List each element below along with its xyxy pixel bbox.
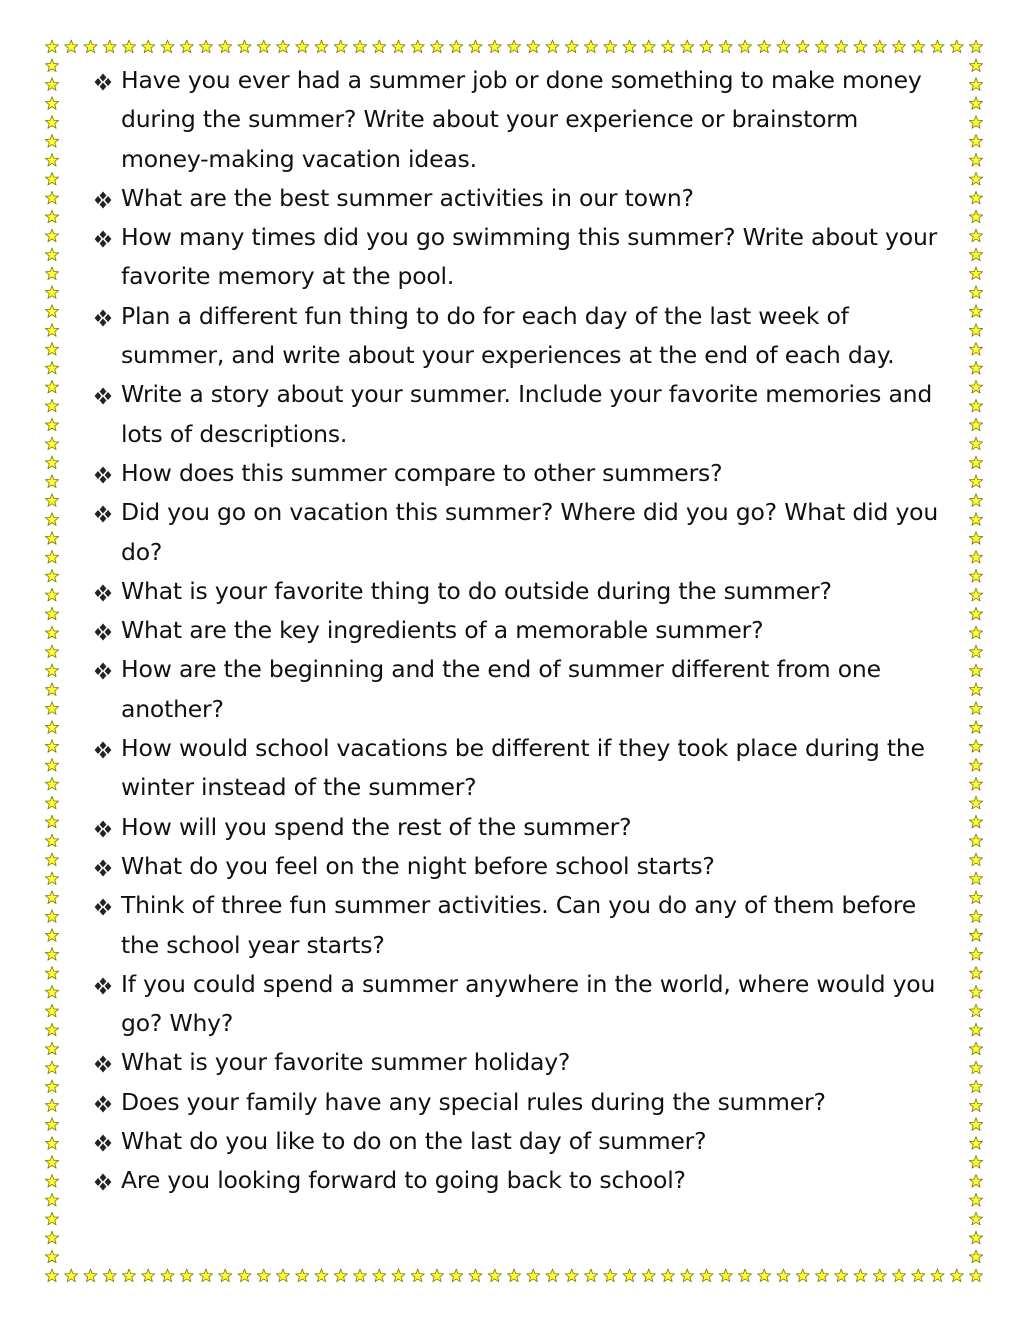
star-icon — [161, 1269, 174, 1282]
prompt-text: Have you ever had a summer job or done something to make money during the summer? Write about your experience or brainstorm money-making vacation ideas. — [121, 66, 922, 173]
star-icon — [815, 40, 828, 53]
prompt-text: What is your favorite thing to do outside during the summer? — [121, 576, 832, 605]
star-icon — [969, 1118, 982, 1131]
star-icon — [969, 513, 982, 526]
star-icon — [45, 872, 58, 885]
star-icon — [969, 1004, 982, 1017]
star-icon — [969, 267, 982, 280]
star-icon — [45, 267, 58, 280]
list-item — [92, 965, 952, 1044]
star-icon — [45, 399, 58, 412]
star-icon — [719, 1269, 732, 1282]
star-icon — [969, 721, 982, 734]
star-icon — [969, 437, 982, 450]
star-icon — [969, 229, 982, 242]
star-icon — [45, 891, 58, 904]
prompt-text: Think of three fun summer activities. Can you do any of them before the school year starts? — [121, 891, 916, 959]
list-item — [92, 1161, 952, 1200]
prompt-text: Are you looking forward to going back to school? — [121, 1166, 686, 1195]
prompt-text: How many times did you go swimming this summer? Write about your favorite memory at the pool. — [121, 223, 938, 291]
star-icon — [931, 1269, 944, 1282]
prompt-text: What are the best summer activities in our town? — [121, 183, 694, 212]
star-icon — [45, 740, 58, 753]
star-icon — [45, 1250, 58, 1263]
star-icon — [623, 1269, 636, 1282]
prompt-text: What do you feel on the night before school starts? — [121, 851, 715, 880]
star-icon — [45, 1137, 58, 1150]
star-icon — [969, 97, 982, 110]
prompt-text: If you could spend a summer anywhere in the world, where would you go? Why? — [121, 969, 936, 1038]
star-icon — [103, 1269, 116, 1282]
star-icon — [546, 40, 559, 53]
star-icon — [969, 1269, 982, 1282]
star-icon — [315, 1269, 328, 1282]
star-icon — [45, 645, 58, 658]
diamond-bullet-icon — [92, 977, 114, 995]
star-icon — [238, 1269, 251, 1282]
star-icon — [45, 853, 58, 866]
star-icon — [969, 777, 982, 790]
diamond-bullet-icon — [92, 191, 114, 209]
star-icon — [45, 1023, 58, 1036]
star-icon — [969, 891, 982, 904]
star-icon — [84, 40, 97, 53]
star-icon — [527, 40, 540, 53]
star-icon — [815, 1269, 828, 1282]
star-icon — [180, 1269, 193, 1282]
star-icon — [122, 1269, 135, 1282]
star-icon — [969, 929, 982, 942]
star-icon — [969, 626, 982, 639]
star-icon — [488, 1269, 501, 1282]
star-icon — [65, 40, 78, 53]
star-icon — [777, 40, 790, 53]
star-icon — [45, 418, 58, 431]
star-icon — [969, 456, 982, 469]
star-icon — [969, 1042, 982, 1055]
star-icon — [45, 343, 58, 356]
star-icon — [969, 1099, 982, 1112]
star-icon — [700, 40, 713, 53]
prompt-text: How will you spend the rest of the summer? — [121, 812, 632, 841]
star-icon — [45, 948, 58, 961]
diamond-bullet-icon — [92, 898, 114, 916]
star-icon — [969, 1250, 982, 1263]
star-icon — [969, 1193, 982, 1206]
star-icon — [969, 153, 982, 166]
star-icon — [45, 1193, 58, 1206]
diamond-bullet-icon — [92, 1055, 114, 1073]
star-icon — [758, 1269, 771, 1282]
star-icon — [142, 40, 155, 53]
star-icon — [969, 645, 982, 658]
star-icon — [161, 40, 174, 53]
star-icon — [969, 853, 982, 866]
star-icon — [45, 1099, 58, 1112]
star-icon — [969, 1174, 982, 1187]
star-icon — [969, 361, 982, 374]
star-icon — [969, 343, 982, 356]
star-icon — [45, 513, 58, 526]
star-icon — [45, 777, 58, 790]
star-icon — [45, 532, 58, 545]
star-icon — [334, 40, 347, 53]
star-icon — [469, 1269, 482, 1282]
star-icon — [969, 1156, 982, 1169]
star-icon — [45, 758, 58, 771]
star-icon — [45, 286, 58, 299]
star-icon — [565, 1269, 578, 1282]
star-icon — [45, 1061, 58, 1074]
star-icon — [45, 569, 58, 582]
star-icon — [180, 40, 193, 53]
list-item — [92, 493, 952, 572]
star-icon — [892, 1269, 905, 1282]
diamond-bullet-icon — [92, 1173, 114, 1191]
star-icon — [777, 1269, 790, 1282]
star-icon — [103, 40, 116, 53]
star-icon — [45, 494, 58, 507]
star-icon — [912, 40, 925, 53]
star-icon — [469, 40, 482, 53]
diamond-bullet-icon — [92, 623, 114, 641]
star-icon — [45, 380, 58, 393]
star-icon — [45, 796, 58, 809]
star-icon — [969, 532, 982, 545]
list-item — [92, 1122, 952, 1161]
star-icon — [45, 153, 58, 166]
star-icon — [719, 40, 732, 53]
star-icon — [969, 588, 982, 601]
list-item — [92, 729, 952, 808]
star-icon — [45, 1156, 58, 1169]
writing-prompt-list — [92, 61, 952, 1201]
star-icon — [276, 1269, 289, 1282]
star-icon — [969, 1023, 982, 1036]
star-icon — [45, 1269, 58, 1282]
star-icon — [199, 40, 212, 53]
star-icon — [430, 1269, 443, 1282]
star-icon — [969, 702, 982, 715]
star-icon — [238, 40, 251, 53]
star-icon — [969, 475, 982, 488]
star-icon — [661, 40, 674, 53]
diamond-bullet-icon — [92, 1134, 114, 1152]
star-icon — [45, 1004, 58, 1017]
star-icon — [912, 1269, 925, 1282]
star-icon — [796, 1269, 809, 1282]
star-icon — [45, 683, 58, 696]
star-icon — [604, 1269, 617, 1282]
star-icon — [45, 1080, 58, 1093]
star-icon — [623, 40, 636, 53]
list-item — [92, 179, 952, 218]
diamond-bullet-icon — [92, 584, 114, 602]
star-icon — [642, 1269, 655, 1282]
star-icon — [969, 418, 982, 431]
star-icon — [142, 1269, 155, 1282]
star-icon — [45, 97, 58, 110]
star-icon — [546, 1269, 559, 1282]
star-icon — [969, 796, 982, 809]
star-icon — [373, 40, 386, 53]
star-icon — [392, 1269, 405, 1282]
prompt-text: What do you like to do on the last day of summer? — [121, 1127, 707, 1156]
star-icon — [45, 551, 58, 564]
star-icon — [45, 191, 58, 204]
star-icon — [45, 475, 58, 488]
star-icon — [450, 1269, 463, 1282]
star-icon — [969, 740, 982, 753]
star-icon — [969, 872, 982, 885]
star-icon — [45, 664, 58, 677]
star-icon — [796, 40, 809, 53]
star-icon — [969, 191, 982, 204]
star-icon — [738, 1269, 751, 1282]
star-icon — [738, 40, 751, 53]
star-icon — [527, 1269, 540, 1282]
list-item — [92, 611, 952, 650]
star-icon — [969, 324, 982, 337]
list-item — [92, 297, 952, 376]
star-icon — [411, 1269, 424, 1282]
star-icon — [758, 40, 771, 53]
star-icon — [969, 305, 982, 318]
star-icon — [892, 40, 905, 53]
star-icon — [931, 40, 944, 53]
star-icon — [219, 40, 232, 53]
prompt-text: What are the key ingredients of a memorable summer? — [121, 616, 764, 645]
star-icon — [969, 286, 982, 299]
star-icon — [45, 116, 58, 129]
star-icon — [969, 210, 982, 223]
star-icon — [296, 1269, 309, 1282]
diamond-bullet-icon — [92, 820, 114, 838]
star-icon — [45, 361, 58, 374]
star-icon — [969, 135, 982, 148]
star-icon — [969, 1231, 982, 1244]
diamond-bullet-icon — [92, 466, 114, 484]
list-item — [92, 808, 952, 847]
star-icon — [45, 834, 58, 847]
star-icon — [45, 210, 58, 223]
star-icon — [969, 1212, 982, 1225]
star-icon — [969, 1137, 982, 1150]
star-icon — [430, 40, 443, 53]
star-icon — [507, 1269, 520, 1282]
star-icon — [854, 1269, 867, 1282]
star-icon — [873, 40, 886, 53]
star-icon — [969, 380, 982, 393]
star-icon — [45, 1118, 58, 1131]
star-icon — [450, 40, 463, 53]
star-icon — [45, 1042, 58, 1055]
star-icon — [584, 1269, 597, 1282]
star-icon — [969, 59, 982, 72]
star-icon — [45, 324, 58, 337]
star-icon — [45, 588, 58, 601]
list-item — [92, 218, 952, 297]
diamond-bullet-icon — [92, 309, 114, 327]
diamond-bullet-icon — [92, 387, 114, 405]
star-icon — [969, 569, 982, 582]
star-icon — [45, 815, 58, 828]
star-icon — [969, 116, 982, 129]
star-icon — [950, 40, 963, 53]
star-icon — [276, 40, 289, 53]
star-icon — [45, 248, 58, 261]
star-icon — [45, 910, 58, 923]
prompt-text: How are the beginning and the end of summer different from one another? — [121, 655, 881, 723]
star-icon — [199, 1269, 212, 1282]
prompt-text: Write a story about your summer. Include your favorite memories and lots of descriptions. — [121, 380, 933, 448]
star-icon — [45, 966, 58, 979]
list-item — [92, 1043, 952, 1082]
star-icon — [45, 929, 58, 942]
star-icon — [45, 40, 58, 53]
star-icon — [969, 683, 982, 696]
star-icon — [219, 1269, 232, 1282]
star-icon — [969, 172, 982, 185]
star-icon — [681, 40, 694, 53]
star-icon — [45, 1231, 58, 1244]
star-icon — [45, 626, 58, 639]
star-icon — [969, 948, 982, 961]
list-item — [92, 650, 952, 729]
star-icon — [969, 40, 982, 53]
star-icon — [392, 40, 405, 53]
list-item — [92, 61, 952, 179]
star-icon — [45, 702, 58, 715]
star-icon — [969, 551, 982, 564]
star-icon — [835, 40, 848, 53]
star-icon — [835, 1269, 848, 1282]
diamond-bullet-icon — [92, 73, 114, 91]
diamond-bullet-icon — [92, 859, 114, 877]
star-icon — [122, 40, 135, 53]
star-icon — [45, 721, 58, 734]
star-icon — [334, 1269, 347, 1282]
star-icon — [969, 78, 982, 91]
diamond-bullet-icon — [92, 662, 114, 680]
star-icon — [45, 305, 58, 318]
star-icon — [969, 399, 982, 412]
star-icon — [45, 456, 58, 469]
star-icon — [45, 985, 58, 998]
star-icon — [969, 607, 982, 620]
star-icon — [257, 40, 270, 53]
star-icon — [353, 40, 366, 53]
star-icon — [969, 985, 982, 998]
prompt-text: Did you go on vacation this summer? Where did you go? What did you do? — [121, 498, 939, 566]
list-item — [92, 1083, 952, 1122]
star-icon — [45, 78, 58, 91]
star-icon — [45, 1212, 58, 1225]
star-icon — [411, 40, 424, 53]
star-icon — [969, 1080, 982, 1093]
list-item — [92, 572, 952, 611]
diamond-bullet-icon — [92, 230, 114, 248]
star-icon — [700, 1269, 713, 1282]
prompt-text: How would school vacations be different if they took place during the winter instead of the summer? — [121, 734, 925, 802]
star-icon — [353, 1269, 366, 1282]
star-icon — [969, 494, 982, 507]
star-icon — [45, 437, 58, 450]
star-icon — [45, 1174, 58, 1187]
star-icon — [565, 40, 578, 53]
list-item — [92, 847, 952, 886]
star-icon — [45, 172, 58, 185]
star-icon — [969, 248, 982, 261]
star-icon — [969, 1061, 982, 1074]
star-icon — [45, 59, 58, 72]
star-icon — [296, 40, 309, 53]
star-icon — [584, 40, 597, 53]
star-icon — [969, 966, 982, 979]
diamond-bullet-icon — [92, 505, 114, 523]
star-icon — [873, 1269, 886, 1282]
prompt-text: What is your favorite summer holiday? — [121, 1048, 571, 1077]
diamond-bullet-icon — [92, 1095, 114, 1113]
star-icon — [950, 1269, 963, 1282]
star-icon — [969, 815, 982, 828]
star-icon — [969, 758, 982, 771]
prompt-text: How does this summer compare to other summers? — [121, 458, 723, 487]
star-icon — [45, 135, 58, 148]
star-icon — [507, 40, 520, 53]
star-icon — [84, 1269, 97, 1282]
star-icon — [604, 40, 617, 53]
star-icon — [65, 1269, 78, 1282]
star-icon — [373, 1269, 386, 1282]
list-item — [92, 454, 952, 493]
list-item — [92, 886, 952, 965]
list-item — [92, 375, 952, 454]
star-icon — [488, 40, 501, 53]
star-icon — [45, 607, 58, 620]
star-icon — [642, 40, 655, 53]
star-icon — [969, 664, 982, 677]
star-icon — [257, 1269, 270, 1282]
star-icon — [969, 910, 982, 923]
prompt-text: Plan a different fun thing to do for each day of the last week of summer, and write about your experiences at the end of each day. — [121, 301, 895, 370]
star-icon — [661, 1269, 674, 1282]
star-icon — [854, 40, 867, 53]
star-icon — [969, 834, 982, 847]
star-icon — [681, 1269, 694, 1282]
prompt-text: Does your family have any special rules during the summer? — [121, 1087, 826, 1116]
star-icon — [315, 40, 328, 53]
star-icon — [45, 229, 58, 242]
diamond-bullet-icon — [92, 741, 114, 759]
